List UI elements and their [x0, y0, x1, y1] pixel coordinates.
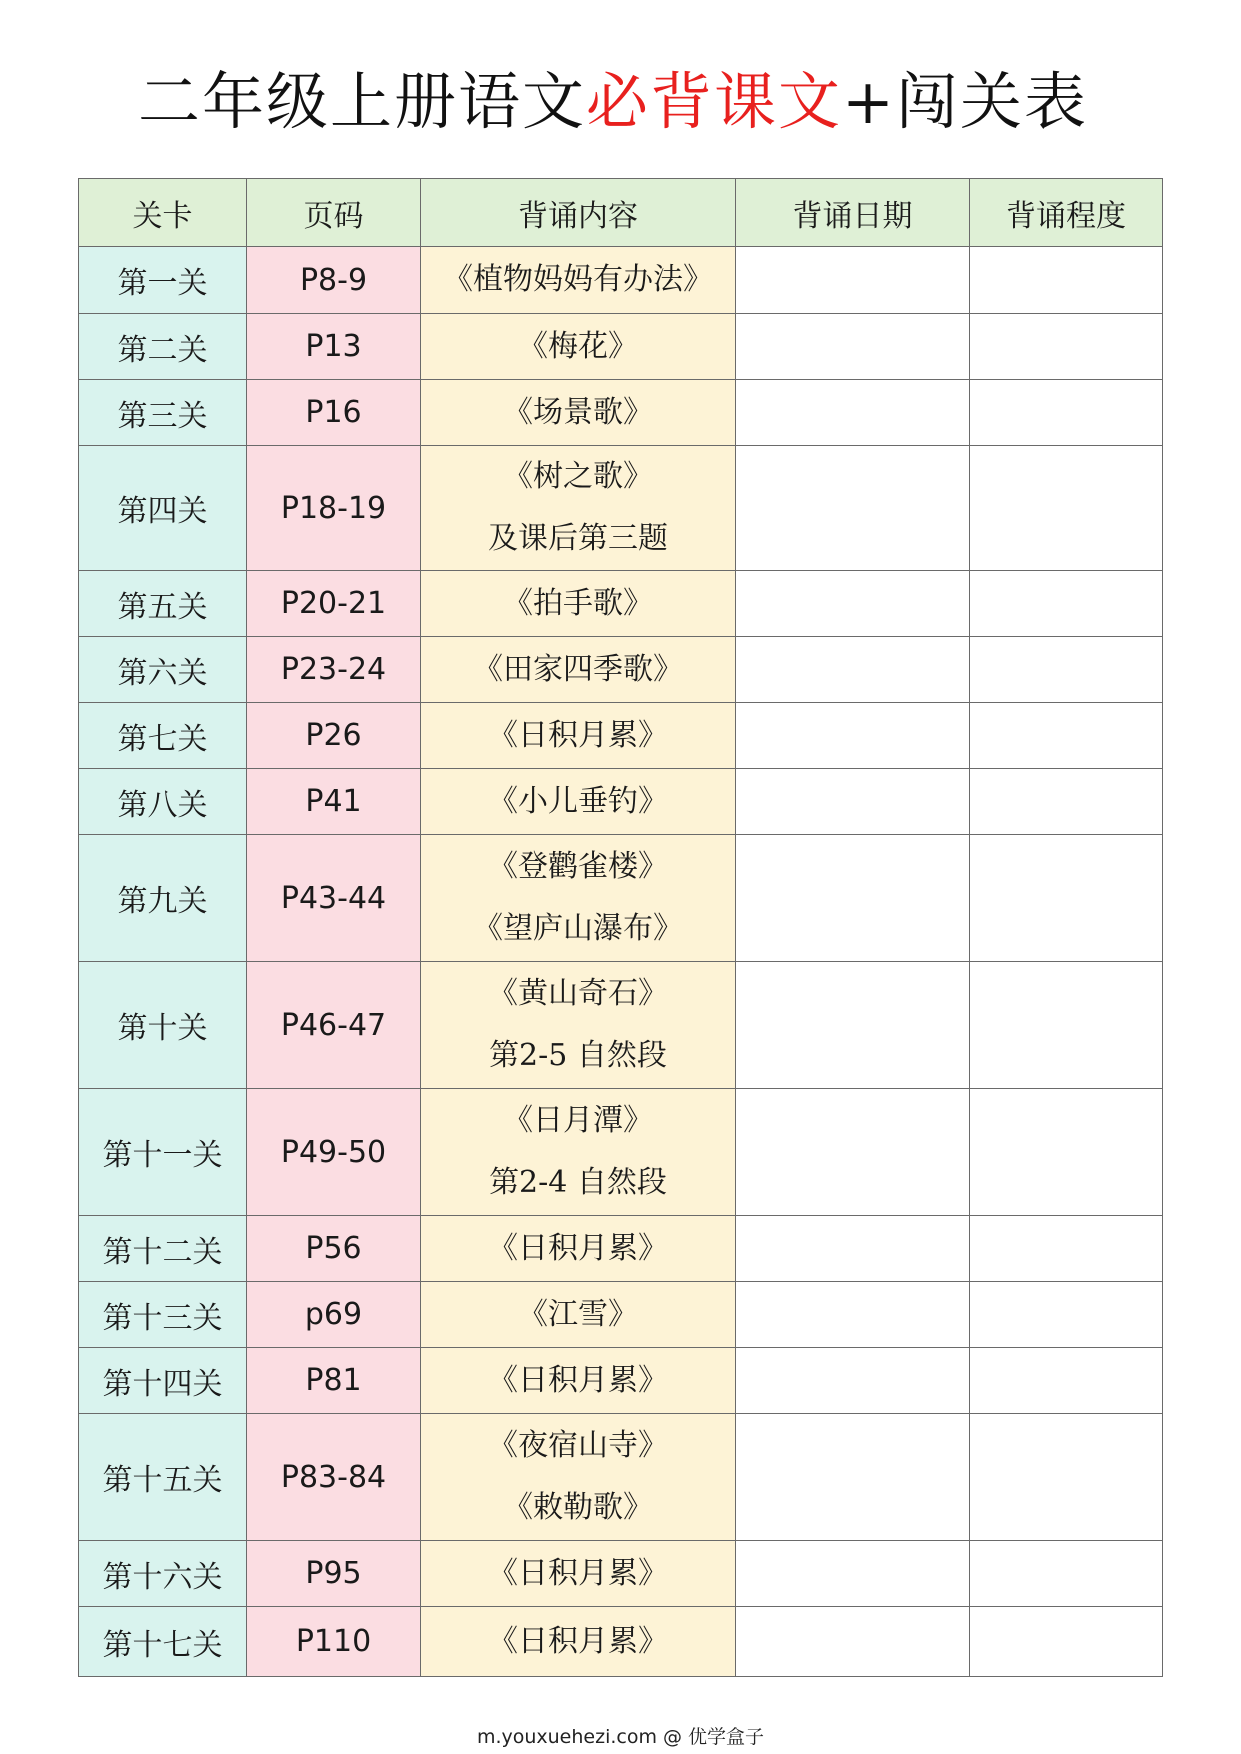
- title-part1: 二年级上册语文: [138, 65, 587, 138]
- title-part2: +闯关表: [842, 65, 1088, 138]
- date-cell[interactable]: [736, 769, 970, 835]
- table-row: [79, 380, 1163, 446]
- table-row: [79, 1282, 1163, 1348]
- content-cell: [421, 1282, 736, 1348]
- level-cell: 第十关: [79, 962, 247, 1089]
- content-line: 《敕勒歌》: [503, 1490, 653, 1525]
- content-line: 《日积月累》: [488, 1623, 668, 1659]
- level-cell: 第十四关: [79, 1348, 247, 1414]
- progress-cell[interactable]: [970, 769, 1163, 835]
- level-cell: 第九关: [79, 835, 247, 962]
- table-row: [79, 703, 1163, 769]
- header-content: 背诵内容: [421, 179, 736, 247]
- progress-cell[interactable]: [970, 703, 1163, 769]
- checklist-table: [78, 178, 1163, 1677]
- date-cell[interactable]: [736, 1282, 970, 1348]
- content-cell: [421, 1414, 736, 1541]
- content-line: 及课后第三题: [488, 521, 668, 556]
- date-cell[interactable]: [736, 1216, 970, 1282]
- table-body: [79, 247, 1163, 1677]
- level-cell: 第二关: [79, 314, 247, 380]
- content-line: 《梅花》: [518, 328, 638, 364]
- content-cell: [421, 1348, 736, 1414]
- page-cell: P46-47: [247, 962, 421, 1089]
- content-cell: [421, 1216, 736, 1282]
- date-cell[interactable]: [736, 703, 970, 769]
- date-cell[interactable]: [736, 314, 970, 380]
- content-line: 《江雪》: [518, 1296, 638, 1332]
- header-date: 背诵日期: [736, 179, 970, 247]
- level-cell: 第十六关: [79, 1541, 247, 1607]
- date-cell[interactable]: [736, 446, 970, 571]
- table-row: [79, 962, 1163, 1089]
- title-highlight: 必背课文: [586, 65, 843, 138]
- table-row: [79, 835, 1163, 962]
- level-cell: 第十二关: [79, 1216, 247, 1282]
- content-cell: [421, 637, 736, 703]
- page-cell: P49-50: [247, 1089, 421, 1216]
- page-cell: P8-9: [247, 247, 421, 314]
- progress-cell[interactable]: [970, 1348, 1163, 1414]
- page-cell: P41: [247, 769, 421, 835]
- header-progress: 背诵程度: [970, 179, 1163, 247]
- header-level: 关卡: [79, 179, 247, 247]
- level-cell: 第三关: [79, 380, 247, 446]
- table-row: [79, 769, 1163, 835]
- date-cell[interactable]: [736, 835, 970, 962]
- content-line: 第2-5 自然段: [489, 1038, 667, 1073]
- table-row: [79, 637, 1163, 703]
- content-line: 《植物妈妈有办法》: [443, 262, 713, 297]
- table-row: [79, 1607, 1163, 1677]
- level-cell: 第四关: [79, 446, 247, 571]
- content-line: 《黄山奇石》: [488, 976, 668, 1011]
- progress-cell[interactable]: [970, 247, 1163, 314]
- progress-cell[interactable]: [970, 1414, 1163, 1541]
- table-row: [79, 1089, 1163, 1216]
- page-cell: P95: [247, 1541, 421, 1607]
- page-cell: P43-44: [247, 835, 421, 962]
- page-cell: P56: [247, 1216, 421, 1282]
- page-cell: P81: [247, 1348, 421, 1414]
- content-line: 《夜宿山寺》: [488, 1428, 668, 1463]
- level-cell: 第八关: [79, 769, 247, 835]
- content-cell: [421, 446, 736, 571]
- level-cell: 第五关: [79, 571, 247, 637]
- content-line: 《日积月累》: [488, 1362, 668, 1398]
- content-line: 《拍手歌》: [503, 585, 653, 621]
- progress-cell[interactable]: [970, 1089, 1163, 1216]
- progress-cell[interactable]: [970, 571, 1163, 637]
- progress-cell[interactable]: [970, 446, 1163, 571]
- header-row: [79, 179, 1163, 247]
- content-line: 第2-4 自然段: [489, 1165, 667, 1200]
- content-cell: [421, 571, 736, 637]
- header-page: 页码: [247, 179, 421, 247]
- table-row: [79, 571, 1163, 637]
- content-cell: [421, 835, 736, 962]
- page-cell: P18-19: [247, 446, 421, 571]
- date-cell[interactable]: [736, 1541, 970, 1607]
- content-line: 《场景歌》: [503, 394, 653, 430]
- content-cell: [421, 314, 736, 380]
- content-cell: [421, 380, 736, 446]
- page-cell: P16: [247, 380, 421, 446]
- date-cell[interactable]: [736, 571, 970, 637]
- content-line: 《日积月累》: [488, 1555, 668, 1591]
- content-cell: [421, 247, 736, 314]
- progress-cell[interactable]: [970, 1282, 1163, 1348]
- page-cell: p69: [247, 1282, 421, 1348]
- footer-source: m.youxuehezi.com @ 优学盒子: [476, 1726, 765, 1748]
- date-cell[interactable]: [736, 962, 970, 1089]
- level-cell: 第十三关: [79, 1282, 247, 1348]
- page-cell: P20-21: [247, 571, 421, 637]
- page-cell: P110: [247, 1607, 421, 1677]
- table-row: [79, 314, 1163, 380]
- content-line: 《日积月累》: [488, 1230, 668, 1266]
- table-row: [79, 1541, 1163, 1607]
- content-line: 《望庐山瀑布》: [473, 911, 683, 946]
- date-cell[interactable]: [736, 247, 970, 314]
- table-row: [79, 247, 1163, 314]
- date-cell[interactable]: [736, 380, 970, 446]
- level-cell: 第七关: [79, 703, 247, 769]
- content-cell: [421, 703, 736, 769]
- page-cell: P23-24: [247, 637, 421, 703]
- progress-cell[interactable]: [970, 835, 1163, 962]
- content-cell: [421, 1541, 736, 1607]
- content-line: 《登鹳雀楼》: [488, 849, 668, 884]
- progress-cell[interactable]: [970, 1216, 1163, 1282]
- content-cell: [421, 1607, 736, 1677]
- date-cell[interactable]: [736, 637, 970, 703]
- date-cell[interactable]: [736, 1348, 970, 1414]
- content-cell: [421, 769, 736, 835]
- date-cell[interactable]: [736, 1414, 970, 1541]
- content-line: 《日月潭》: [503, 1103, 653, 1138]
- content-line: 《田家四季歌》: [473, 651, 683, 687]
- level-cell: 第一关: [79, 247, 247, 314]
- progress-cell[interactable]: [970, 637, 1163, 703]
- progress-cell[interactable]: [970, 380, 1163, 446]
- content-line: 《小儿垂钓》: [488, 783, 668, 819]
- table-row: [79, 1348, 1163, 1414]
- progress-cell[interactable]: [970, 1541, 1163, 1607]
- content-line: 《树之歌》: [503, 459, 653, 494]
- level-cell: 第十七关: [79, 1607, 247, 1677]
- page-cell: P26: [247, 703, 421, 769]
- page-title: [138, 62, 1103, 142]
- date-cell[interactable]: [736, 1089, 970, 1216]
- progress-cell[interactable]: [970, 962, 1163, 1089]
- date-cell[interactable]: [736, 1607, 970, 1677]
- table-row: [79, 1414, 1163, 1541]
- page-cell: P13: [247, 314, 421, 380]
- level-cell: 第十一关: [79, 1089, 247, 1216]
- level-cell: 第十五关: [79, 1414, 247, 1541]
- table-row: [79, 446, 1163, 571]
- level-cell: 第六关: [79, 637, 247, 703]
- content-cell: [421, 962, 736, 1089]
- content-cell: [421, 1089, 736, 1216]
- content-line: 《日积月累》: [488, 717, 668, 753]
- progress-cell[interactable]: [970, 314, 1163, 380]
- progress-cell[interactable]: [970, 1607, 1163, 1677]
- page-cell: P83-84: [247, 1414, 421, 1541]
- table-row: [79, 1216, 1163, 1282]
